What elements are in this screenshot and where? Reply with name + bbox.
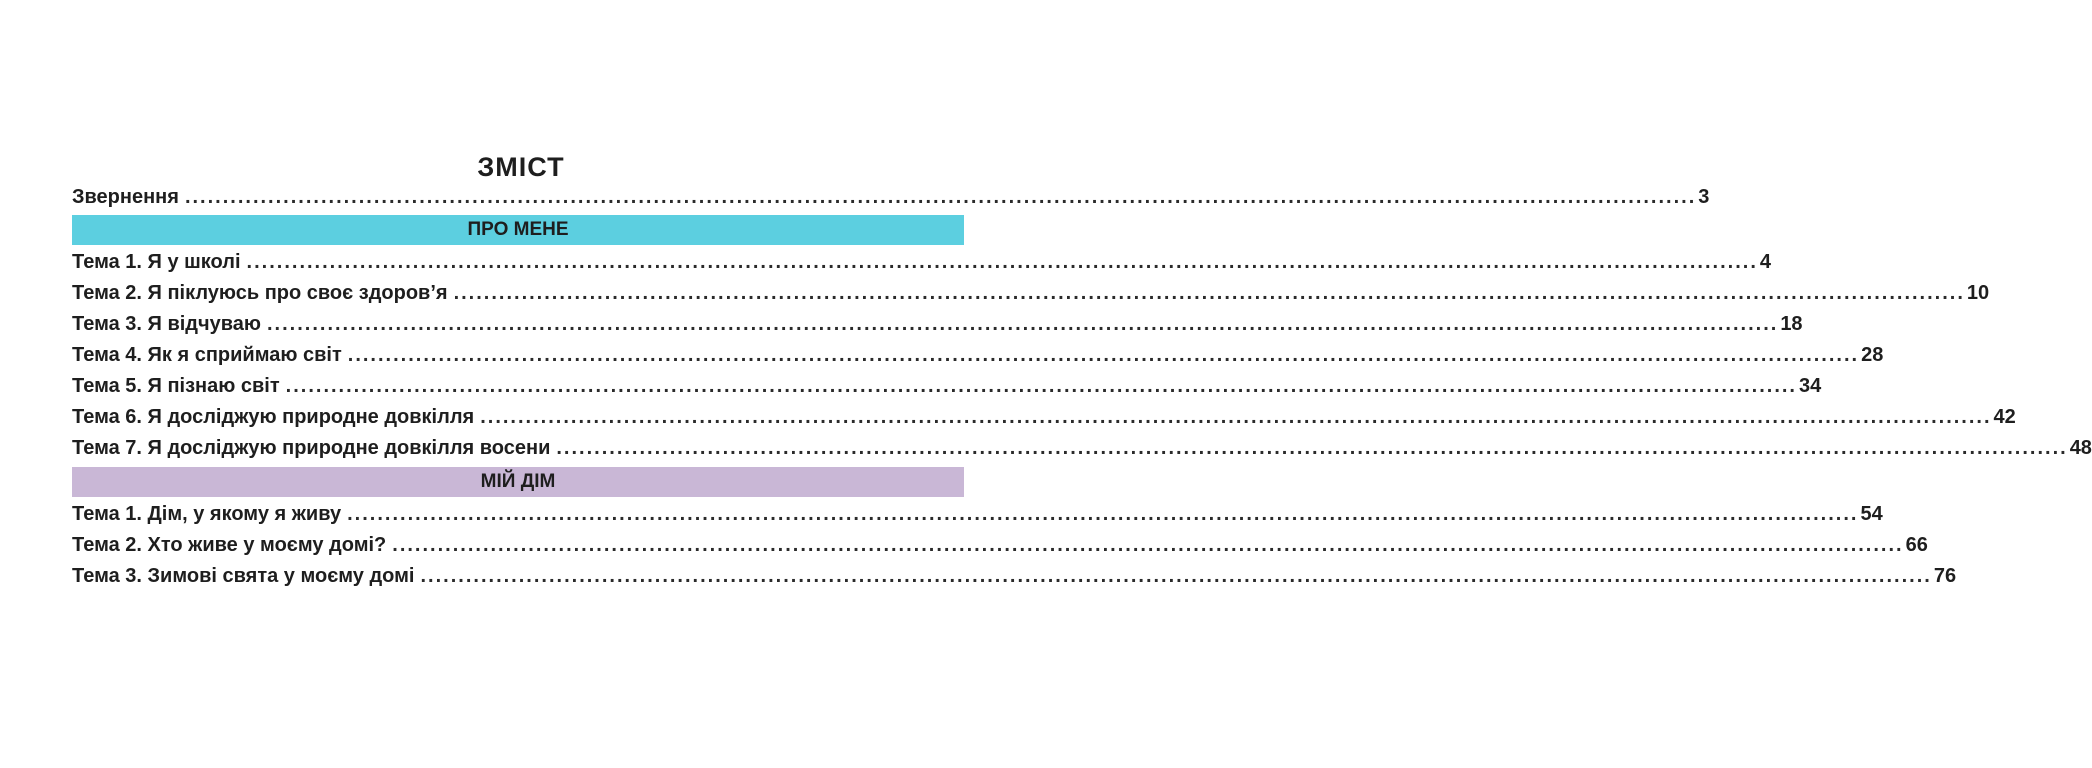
toc-entry [72,371,1822,402]
toc-entry [72,278,1990,309]
toc-entry-intro [72,184,1710,212]
dot-leader: ........................................................................................................................................................................................................ [184,186,1697,208]
dot-leader: ........................................................................................................................................................................................................ [556,437,2068,459]
dot-leader: ........................................................................................................................................................................................................ [392,534,1904,556]
entry-label: Тема 2. Хто живе у моєму домі? [72,534,387,556]
entry-label: Тема 3. Зимові свята у моєму домі [72,565,415,587]
toc-entry [72,561,1957,592]
entry-label: Тема 1. Я у школі [72,251,241,273]
page-title: ЗМІСТ [477,152,565,182]
dot-leader: ........................................................................................................................................................................................................ [420,565,1932,587]
entry-label: Тема 5. Я пізнаю світ [72,375,280,397]
entry-label: Тема 2. Я піклуюсь про своє здоров’я [72,282,448,304]
toc-entry [72,247,1771,278]
entry-label: Тема 1. Дім, у якому я живу [72,503,342,525]
entry-label: Тема 3. Я відчуваю [72,313,261,335]
entry-page-number: 28 [1861,344,1884,366]
entry-label: Тема 6. Я досліджую природне довкілля [72,406,475,428]
entry-page-number: 66 [1905,534,1928,556]
table-of-contents [72,150,2092,592]
entry-page-number: 48 [2069,437,2092,459]
dot-leader: ........................................................................................................................................................................................................ [246,251,1758,273]
entry-page-number: 18 [1780,313,1803,335]
dot-leader: ........................................................................................................................................................................................................ [453,282,1965,304]
dot-leader: ........................................................................................................................................................................................................ [285,375,1797,397]
entry-page-number: 54 [1860,503,1883,525]
dot-leader: ........................................................................................................................................................................................................ [347,503,1859,525]
toc-entry [72,433,2092,464]
entry-page-number: 3 [1698,186,1710,208]
toc-entry [72,530,1928,561]
dot-leader: ........................................................................................................................................................................................................ [266,313,1779,335]
entry-page-number: 76 [1933,565,1957,587]
toc-entry [72,309,1803,340]
toc-entry [72,402,2016,433]
entry-label: Звернення [72,186,179,208]
dot-leader: ........................................................................................................................................................................................................ [347,344,1860,366]
section-heading-my-home: МІЙ ДІМ [72,467,964,497]
entry-label: Тема 7. Я досліджую природне довкілля восени [72,437,551,459]
toc-entry [72,499,1883,530]
entry-page-number: 10 [1966,282,1990,304]
entry-label: Тема 4. Як я сприймаю світ [72,344,342,366]
entry-page-number: 4 [1759,251,1771,273]
dot-leader: ........................................................................................................................................................................................................ [480,406,1992,428]
section-heading-about-me: ПРО МЕНЕ [72,215,964,245]
entry-page-number: 42 [1993,406,2016,428]
toc-entry [72,340,1884,371]
entry-page-number: 34 [1798,375,1822,397]
